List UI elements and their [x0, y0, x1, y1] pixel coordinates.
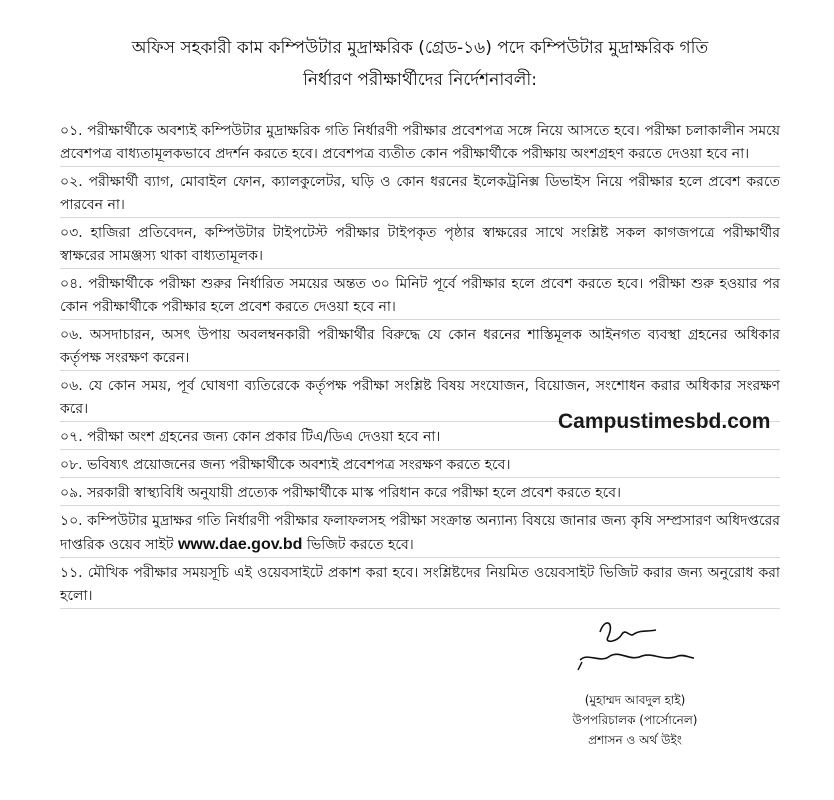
instruction-list	[60, 120, 780, 613]
notice-title-line-1: অফিস সহকারী কাম কম্পিউটার মুদ্রাক্ষরিক (গ্রেড-১৬) পদে কম্পিউটার মুদ্রাক্ষরিক গতি	[131, 38, 709, 58]
instruction-10-text-end: ভিজিট করতে হবে।	[302, 537, 414, 553]
signatory-name: (মুহাম্মদ আবদুল হাই)	[584, 693, 686, 707]
instruction-item-03: ০৩. হাজিরা প্রতিবেদন, কম্পিউটার টাইপটেস্ট পরীক্ষার টাইপকৃত পৃষ্ঠার স্বাক্ষরের সাথে সংশ্লিষ্ট সকল কাগজপত্রে পরীক্ষার্থীর স্বাক্ষরের সামঞ্জস্য থাকা বাধ্যতামূলক।	[60, 222, 780, 269]
instruction-item-04: ০৪. পরীক্ষার্থীকে পরীক্ষা শুরুর নির্ধারিত সময়ের অন্তত ৩০ মিনিট পূর্বে পরীক্ষার হলে প্রবেশ করতে হবে। পরীক্ষা শুরু হওয়ার পর কোন পরীক্ষার্থীকে পরীক্ষার হলে প্রবেশ করতে দেওয়া হবে না।	[60, 273, 780, 320]
instruction-item-05: ০৬. অসদাচারন, অসৎ উপায় অবলম্বনকারী পরীক্ষার্থীর বিরুদ্ধে যে কোন ধরনের শাস্তিমূলক আইনগত ব্যবস্থা গ্রহনের অধিকার কর্তৃপক্ষ সংরক্ষণ করেন।	[60, 324, 780, 371]
signature-image	[560, 612, 710, 682]
watermark-text: Campustimesbd.com	[558, 410, 771, 433]
instruction-item-02: ০২. পরীক্ষার্থী ব্যাগ, মোবাইল ফোন, ক্যালকুলেটর, ঘড়ি ও কোন ধরনের ইলেকট্রনিক্স ডিভাইস নিয়ে পরীক্ষার হলে প্রবেশ করতে পারবেন না।	[60, 171, 780, 218]
instruction-item-09: ০৯. সরকারী স্বাস্থ্যবিধি অনুযায়ী প্রত্যেক পরীক্ষার্থীকে মাস্ক পরিধান করে পরীক্ষা হলে প্রবেশ করতে হবে।	[60, 482, 780, 506]
signatory-designation: উপপরিচালক (পার্সোনেল)	[572, 713, 698, 727]
instruction-10-text-start: ১০. কম্পিউটার মুদ্রাক্ষর গতি নির্ধারণী পরীক্ষার ফলাফলসহ পরীক্ষা সংক্রান্ত অন্যান্য বিষয়ে জানার জন্য কৃষি সম্প্রসারণ অধিদপ্তরের দাপ্তরিক ওয়েব সাইট	[60, 513, 780, 553]
notice-title-line-2: নির্ধারণ পরীক্ষার্থীদের নির্দেশনাবলী:	[303, 70, 537, 90]
instruction-item-08: ০৮. ভবিষ্যৎ প্রয়োজনের জন্য পরীক্ষার্থীকে অবশ্যই প্রবেশপত্র সংরক্ষণ করতে হবে।	[60, 454, 780, 478]
instruction-item-07: ০৭. পরীক্ষা অংশ গ্রহনের জন্য কোন প্রকার টিএ/ডিএ দেওয়া হবে না।	[60, 426, 780, 450]
dae-website-text: www.dae.gov.bd	[177, 536, 303, 553]
instruction-item-06: ০৬. যে কোন সময়, পূর্ব ঘোষণা ব্যতিরেকে কর্তৃপক্ষ পরীক্ষা সংশ্লিষ্ট বিষয় সংযোজন, বিয়োজন, সংশোধন করার অধিকার সংরক্ষণ করে।	[60, 375, 780, 422]
signature-block	[560, 690, 710, 750]
signatory-office: প্রশাসন ও অর্থ উইং	[588, 733, 682, 747]
instruction-item-11: ১১. মৌখিক পরীক্ষার সময়সূচি এই ওয়েবসাইটে প্রকাশ করা হবে। সংশ্লিষ্টদের নিয়মিত ওয়েবসাইট ভিজিট করার জন্য অনুরোধ করা হলো।	[60, 562, 780, 609]
instruction-item-01: ০১. পরীক্ষার্থীকে অবশ্যই কম্পিউটার মুদ্রাক্ষরিক গতি নির্ধারণী পরীক্ষার প্রবেশপত্র সঙ্গে নিয়ে আসতে হবে। পরীক্ষা চলাকালীন সময়ে প্রবেশপত্র বাধ্যতামূলকভাবে প্রদর্শন করতে হবে। প্রবেশপত্র ব্যতীত কোন পরীক্ষার্থীকে পরীক্ষায় অংশগ্রহণ করতে দেওয়া হবে না।	[60, 120, 780, 167]
instruction-item-10	[60, 510, 780, 558]
